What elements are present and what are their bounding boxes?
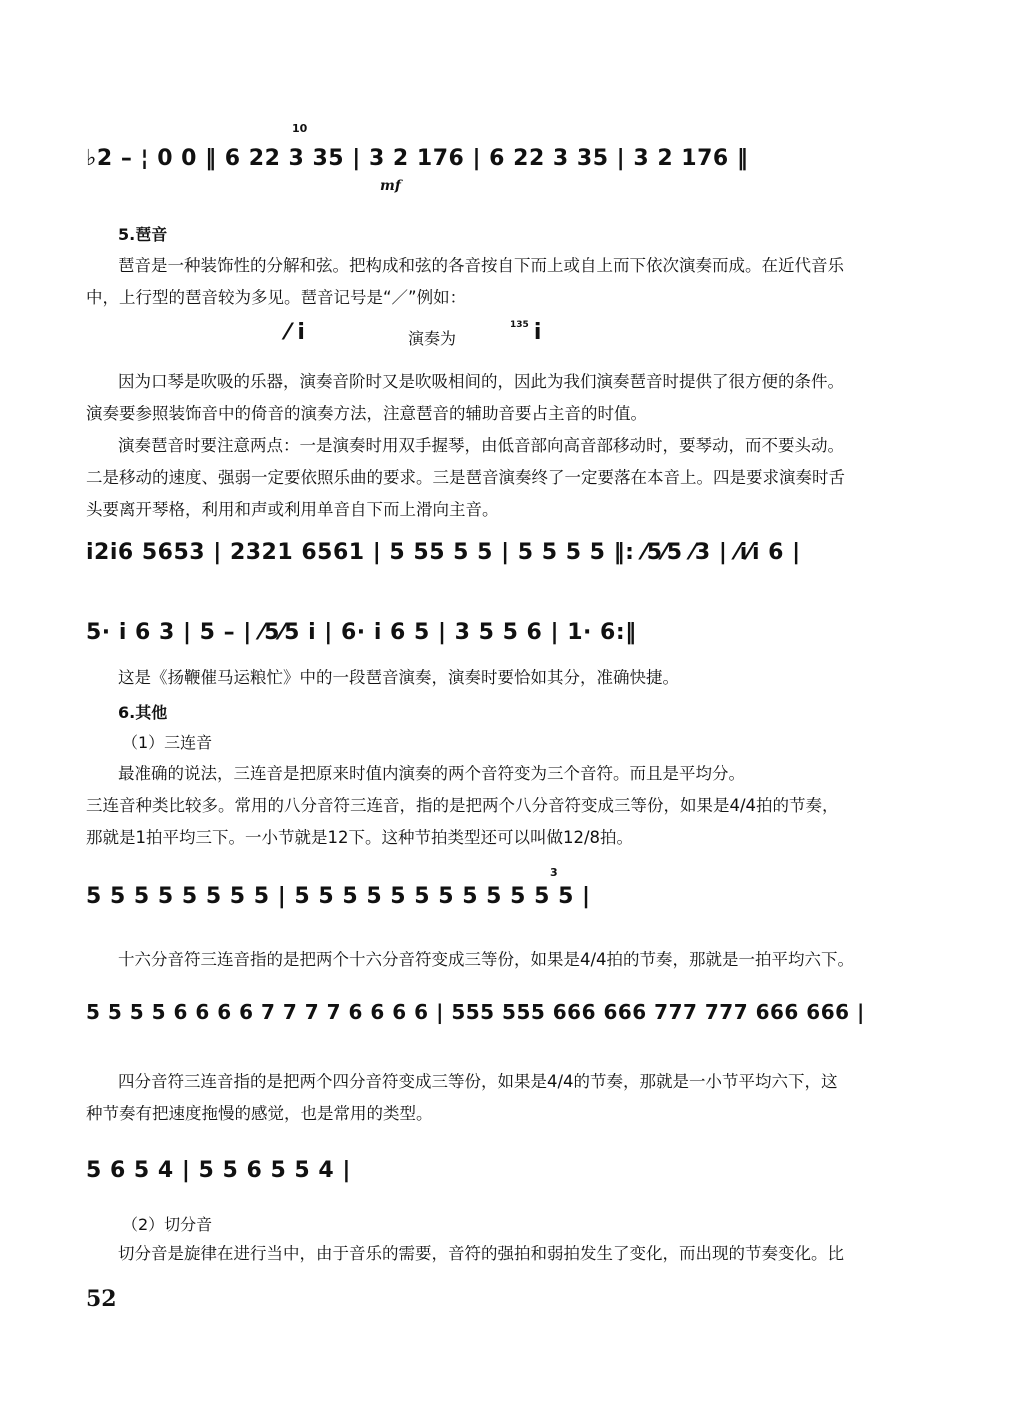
text-line: 十六分音符三连音指的是把两个十六分音符变成三等份，如果是4/4拍的节奏，那就是一拍平均六下。	[118, 950, 855, 969]
notation-line-quarter-triplets: 5 6 5 4 | 5 5 6 5 5 4 |	[86, 1158, 351, 1183]
text-line: 三连音种类比较多。常用的八分音符三连音，指的是把两个八分音符变成三等份，如果是4/4拍的节奏，	[86, 796, 839, 815]
repeat-count-label: 10	[292, 122, 308, 135]
text-line: 中，上行型的琶音较为多见。琶音记号是“／”例如：	[86, 288, 467, 307]
text-line: 四分音符三连音指的是把两个四分音符变成三等份，如果是4/4的节奏，那就是一小节平均六下，这	[118, 1072, 838, 1091]
text-line: 种节奏有把速度拖慢的感觉，也是常用的类型。	[86, 1104, 433, 1123]
triplet-quarter-paragraph	[86, 1066, 948, 1130]
arpeggio-result-grace: 135	[510, 320, 529, 330]
notation-line-arpeggio-2: 5· i 6 3 | 5 – | ⁄5⁄5 i | 6· i 6 5 | 3 5 5 6 | 1· 6:‖	[86, 620, 637, 645]
notation-line-arpeggio-1: i2i6 5653 | 2321 6561 | 5 55 5 5 | 5 5 5 5 ‖: ⁄5⁄5 ⁄3 | ⁄i⁄i 6 |	[86, 540, 801, 565]
triplet-sixteenth-paragraph	[86, 944, 948, 976]
arpeggio-result-note: i	[533, 320, 542, 345]
text-line: 这是《扬鞭催马运粮忙》中的一段琶音演奏，演奏时要恰如其分，准确快捷。	[118, 668, 679, 687]
text-line: 演奏琶音时要注意两点：一是演奏时用双手握琴，由低音部向高音部移动时，要琴动，而不要头动。	[118, 436, 844, 455]
triplet-paragraph-2	[86, 790, 948, 854]
text-line: 最准确的说法，三连音是把原来时值内演奏的两个音符变为三个音符。而且是平均分。	[118, 764, 745, 783]
section-heading-other: 6.其他	[118, 703, 168, 722]
section-heading-arpeggio: 5.琶音	[118, 225, 168, 244]
arpeggio-result	[510, 320, 541, 356]
arpeggio-note-paragraph	[86, 662, 948, 694]
arpeggio-intro-paragraph	[86, 250, 948, 314]
subsection-syncopation-title: （2）切分音	[122, 1215, 213, 1234]
text-line: 头要离开琴格，利用和声或利用单音自下而上滑向主音。	[86, 500, 499, 519]
page-number: 52	[86, 1286, 117, 1312]
arpeggio-play-as-label: 演奏为	[408, 329, 457, 348]
arpeggio-symbol-text: ⁄ i	[286, 320, 305, 345]
syncopation-paragraph	[86, 1238, 948, 1270]
text-line: 二是移动的速度、强弱一定要依照乐曲的要求。三是琶音演奏终了一定要落在本音上。四是要求演奏时舌	[86, 468, 845, 487]
arpeggio-paragraph-3	[86, 430, 948, 526]
text-line: 演奏要参照装饰音中的倚音的演奏方法，注意琶音的辅助音要占主音的时值。	[86, 404, 647, 423]
notation-line-sixteenth-triplets: 5 5 5 5 6 6 6 6 7 7 7 7 6 6 6 6 | 555 555 666 666 777 777 666 666 |	[86, 1000, 865, 1024]
dynamic-mark: mf	[380, 178, 401, 194]
arpeggio-symbol	[286, 320, 305, 356]
arpeggio-paragraph-2	[86, 366, 948, 430]
text-line: 切分音是旋律在进行当中，由于音乐的需要，音符的强拍和弱拍发生了变化，而出现的节奏变化。比	[118, 1244, 844, 1263]
notation-line-top: ♭2 – ¦ 0 0 ‖ 6 22 3 35 | 3 2 176 | 6 22 3 35 | 3 2 176 ‖	[86, 146, 749, 171]
text-line: 那就是1拍平均三下。一小节就是12下。这种节拍类型还可以叫做12/8拍。	[86, 828, 634, 847]
triplet-paragraph-1	[86, 758, 948, 790]
text-line: 因为口琴是吹吸的乐器，演奏音阶时又是吹吸相间的，因此为我们演奏琶音时提供了很方便的条件。	[118, 372, 844, 391]
text-line: 琶音是一种装饰性的分解和弦。把构成和弦的各音按自下而上或自上而下依次演奏而成。在近代音乐	[118, 256, 844, 275]
subsection-triplet-title: （1）三连音	[122, 733, 213, 752]
triplet-mark: 3	[550, 866, 558, 879]
notation-line-eighth-triplets: 5 5 5 5 5 5 5 5 | 5 5 5 5 5 5 5 5 5 5 5 5 |	[86, 884, 591, 909]
